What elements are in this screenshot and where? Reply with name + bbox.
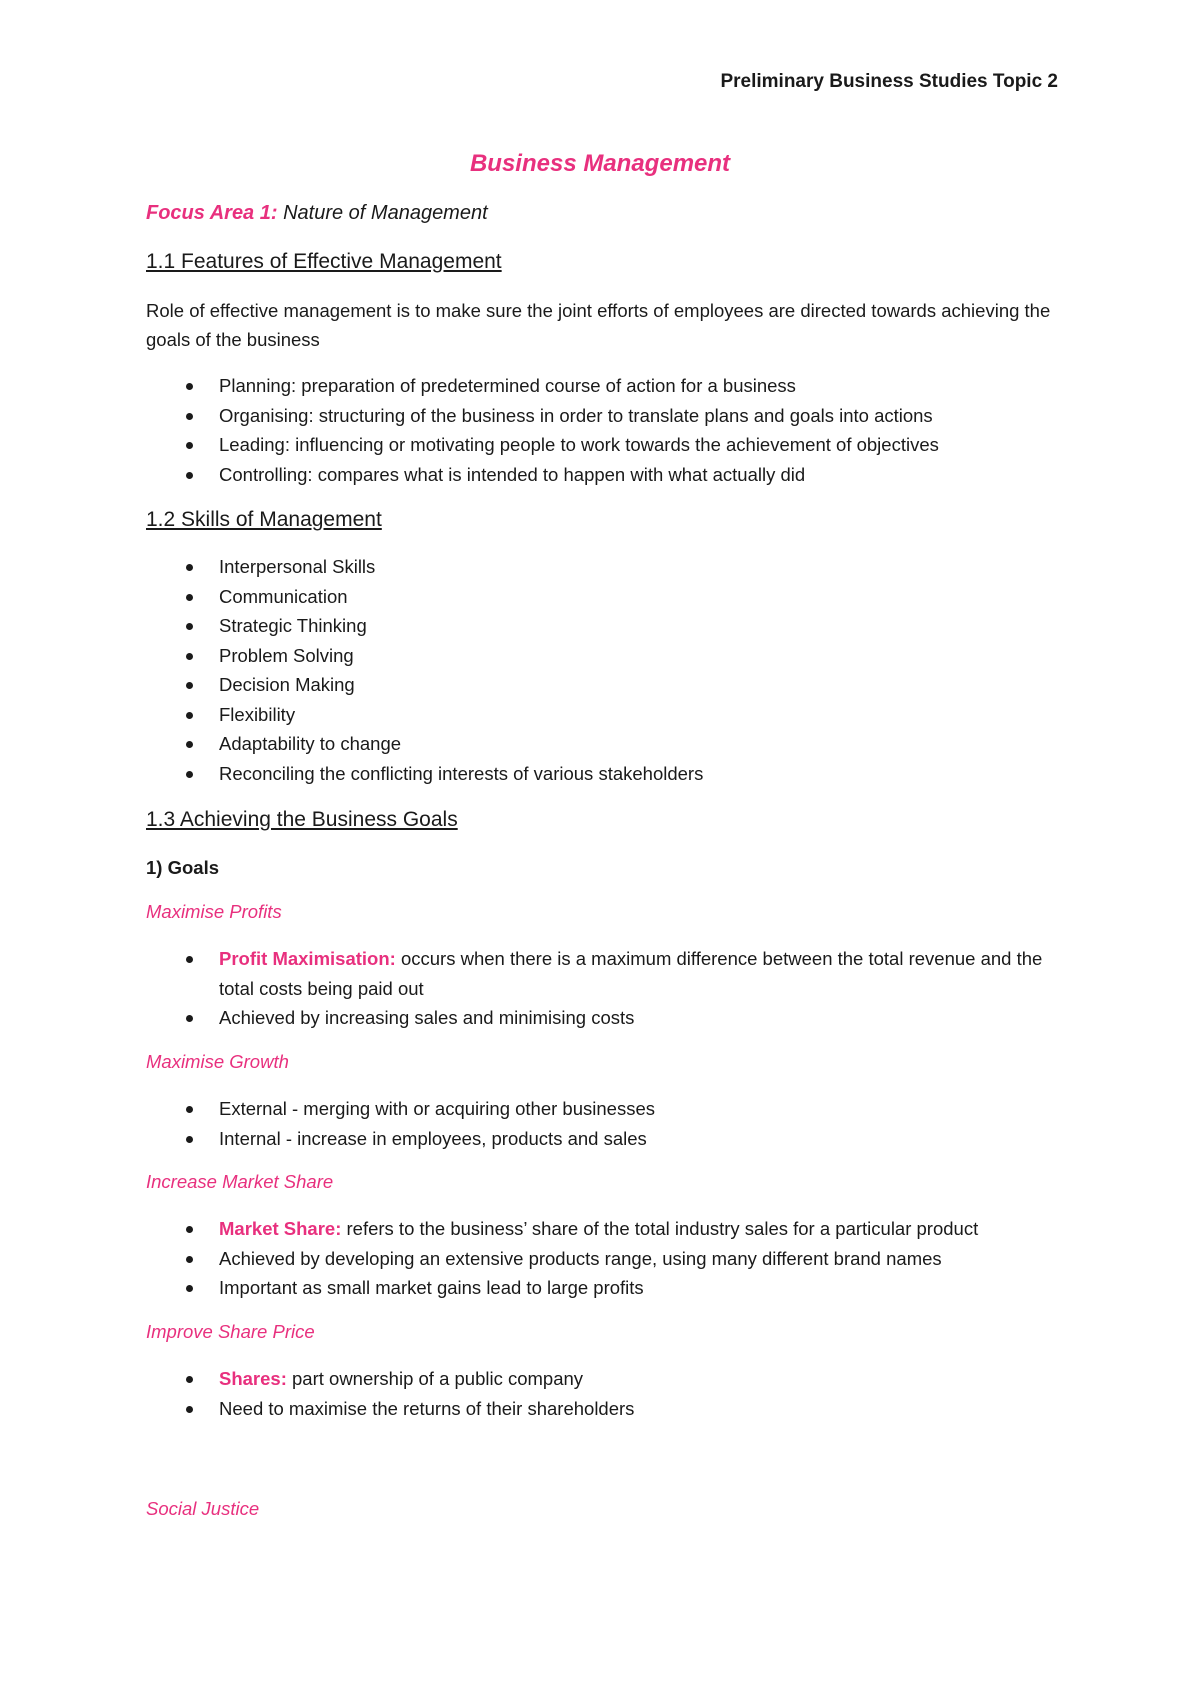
term-market-share: Market Share: <box>219 1218 342 1239</box>
bullet-icon <box>186 956 193 963</box>
list-item: Shares: part ownership of a public company <box>186 1364 1066 1394</box>
list-item: Interpersonal Skills <box>186 552 1066 582</box>
list-item: Leading: influencing or motivating people to work towards the achievement of objectives <box>186 430 1066 460</box>
subhead-social-justice: Social Justice <box>146 1498 260 1519</box>
goals-label: 1) Goals <box>146 857 219 878</box>
list-item: Flexibility <box>186 700 1066 730</box>
bullet-icon <box>186 653 193 660</box>
market-share-list <box>186 1214 1066 1303</box>
list-item: Important as small market gains lead to large profits <box>186 1273 1066 1303</box>
bullet-icon <box>186 682 193 689</box>
page-header: Preliminary Business Studies Topic 2 <box>720 71 1058 92</box>
list-item: Adaptability to change <box>186 729 1066 759</box>
list-item: Strategic Thinking <box>186 611 1066 641</box>
bullet-icon <box>186 413 193 420</box>
list-item: External - merging with or acquiring other businesses <box>186 1094 1066 1124</box>
list-item: Achieved by developing an extensive products range, using many different brand names <box>186 1244 1066 1274</box>
bullet-icon <box>186 1285 193 1292</box>
bullet-icon <box>186 442 193 449</box>
bullet-icon <box>186 741 193 748</box>
list-item: Reconciling the conflicting interests of various stakeholders <box>186 759 1066 789</box>
list-item: Profit Maximisation: occurs when there is a maximum difference between the total revenue and the total costs being paid out <box>186 944 1066 1003</box>
bullet-icon <box>186 712 193 719</box>
effective-management-list <box>186 371 1066 489</box>
bullet-icon <box>186 1136 193 1143</box>
list-item: Controlling: compares what is intended to happen with what actually did <box>186 460 1066 490</box>
subhead-maximise-growth: Maximise Growth <box>146 1051 289 1072</box>
bullet-icon <box>186 1256 193 1263</box>
list-item: Internal - increase in employees, products and sales <box>186 1124 1066 1154</box>
list-item: Need to maximise the returns of their shareholders <box>186 1394 1066 1424</box>
section-heading-1-3: 1.3 Achieving the Business Goals <box>146 808 458 831</box>
focus-area-label: Focus Area 1: <box>146 202 278 224</box>
list-item: Market Share: refers to the business’ share of the total industry sales for a particular product <box>186 1214 1066 1244</box>
bullet-icon <box>186 771 193 778</box>
bullet-icon <box>186 594 193 601</box>
bullet-icon <box>186 1226 193 1233</box>
maximise-growth-list <box>186 1094 1066 1153</box>
section-1-1-intro: Role of effective management is to make sure the joint efforts of employees are directed towards achieving the goals of the business <box>146 300 1051 350</box>
bullet-icon <box>186 1406 193 1413</box>
section-heading-1-2: 1.2 Skills of Management <box>146 508 382 531</box>
focus-area <box>146 202 488 225</box>
document-title: Business Management <box>469 150 731 177</box>
bullet-icon <box>186 1376 193 1383</box>
list-item: Problem Solving <box>186 641 1066 671</box>
bullet-icon <box>186 1015 193 1022</box>
subhead-maximise-profits: Maximise Profits <box>146 901 282 922</box>
subhead-increase-market-share: Increase Market Share <box>146 1171 334 1192</box>
term-profit-maximisation: Profit Maximisation: <box>219 948 396 969</box>
focus-area-text: Nature of Management <box>277 202 488 224</box>
bullet-icon <box>186 1106 193 1113</box>
section-heading-1-1: 1.1 Features of Effective Management <box>146 250 502 273</box>
list-item: Communication <box>186 582 1066 612</box>
maximise-profits-list <box>186 944 1066 1033</box>
list-item: Decision Making <box>186 670 1066 700</box>
list-item: Organising: structuring of the business in order to translate plans and goals into actions <box>186 401 1066 431</box>
term-shares: Shares: <box>219 1368 287 1389</box>
list-item: Planning: preparation of predetermined course of action for a business <box>186 371 1066 401</box>
bullet-icon <box>186 472 193 479</box>
list-item: Achieved by increasing sales and minimising costs <box>186 1003 1066 1033</box>
management-skills-list <box>186 552 1066 788</box>
share-price-list <box>186 1364 1066 1423</box>
bullet-icon <box>186 383 193 390</box>
bullet-icon <box>186 623 193 630</box>
bullet-icon <box>186 564 193 571</box>
subhead-improve-share-price: Improve Share Price <box>146 1321 315 1342</box>
